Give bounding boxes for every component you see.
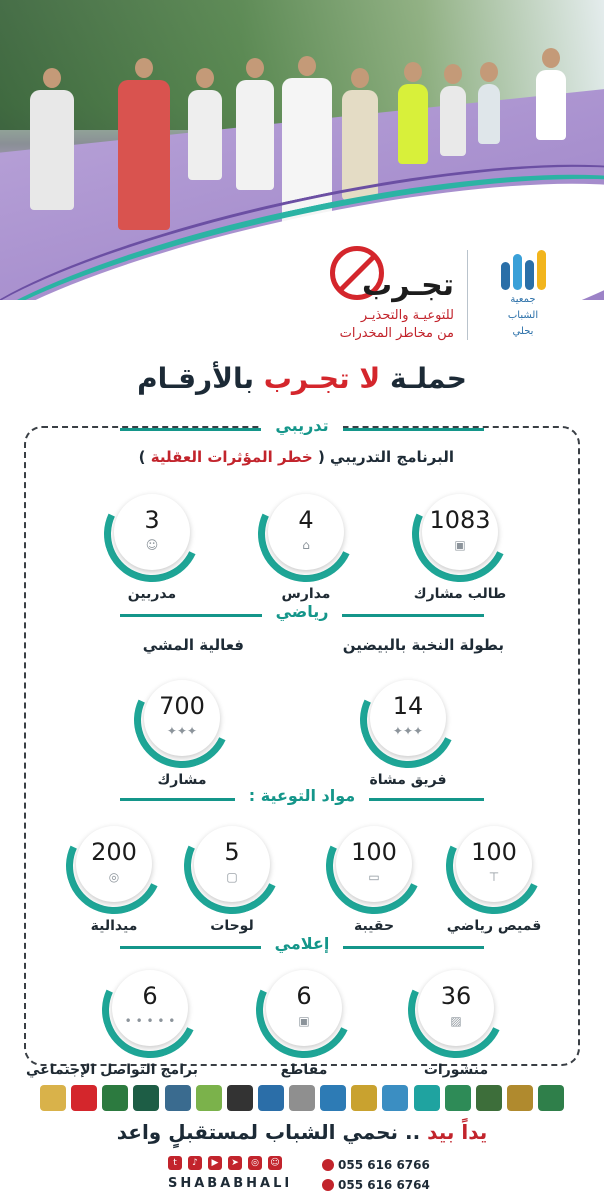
- walker-figure: [118, 80, 170, 230]
- section-heading-sports: رياضي: [0, 602, 604, 621]
- sponsor-logo: [196, 1085, 222, 1111]
- instagram-icon[interactable]: ◎: [248, 1156, 262, 1170]
- sports-event-elite: بطولة النخبة بالبيضين: [342, 636, 504, 654]
- campaign-subtitle-line1: للتوعيـة والتحذيـر: [360, 308, 454, 323]
- stat-label: ميدالية: [90, 918, 138, 934]
- telegram-icon[interactable]: ➤: [228, 1156, 242, 1170]
- stat-bags: [326, 818, 422, 934]
- stat-value: 100: [351, 838, 397, 866]
- walker-figure: [478, 84, 500, 144]
- stat-schools: [258, 486, 354, 602]
- campaign-logo: [304, 246, 454, 356]
- image-icon: ▨: [450, 1014, 462, 1028]
- sponsor-logo: [320, 1085, 346, 1111]
- organization-logo-mark: [478, 248, 568, 290]
- sponsor-logo: [71, 1085, 97, 1111]
- sponsor-logo: [133, 1085, 159, 1111]
- organization-logo: [478, 248, 568, 348]
- page-title: [0, 362, 604, 395]
- walker-figure: [30, 90, 74, 210]
- stat-label: مشارك: [157, 772, 207, 788]
- trainer-icon: ☺: [145, 538, 159, 552]
- student-icon: ▣: [454, 538, 466, 552]
- walker-figure: [536, 70, 566, 140]
- whatsapp-icon: [322, 1179, 334, 1191]
- video-icon: ▣: [298, 1014, 310, 1028]
- sponsor-logo: [289, 1085, 315, 1111]
- stat-walking-teams: [360, 672, 456, 788]
- stat-label: لوحات: [210, 918, 254, 934]
- sponsor-logo: [165, 1085, 191, 1111]
- page-title-part3: بالأرقـام: [137, 362, 264, 395]
- social-icon: • • • • •: [124, 1014, 176, 1028]
- tiktok-icon[interactable]: ♪: [188, 1156, 202, 1170]
- sponsor-logo: [40, 1085, 66, 1111]
- stat-label: مدارس: [281, 586, 331, 602]
- walker-figure: [398, 84, 428, 164]
- section-heading-training: تدريبي: [0, 416, 604, 435]
- social-handle[interactable]: SHABABHALI: [168, 1176, 293, 1191]
- bag-icon: ▭: [368, 870, 380, 884]
- stat-label: قميص رياضي: [446, 918, 542, 934]
- stat-value: 36: [440, 982, 472, 1010]
- whatsapp-icon: [322, 1159, 334, 1171]
- stat-value: 1083: [429, 506, 491, 534]
- slogan: يداً بيد .. نحمي الشباب لمستقبلٍ واعد: [116, 1120, 488, 1144]
- stat-label: برامج التواصل الإجتماعي: [25, 1062, 198, 1078]
- sponsor-logos: [40, 1080, 564, 1116]
- stat-students: [412, 486, 508, 602]
- stat-medals: [66, 818, 162, 934]
- stat-label: حقيبة: [353, 918, 395, 934]
- walkers-icon: ✦✦✦: [166, 724, 198, 738]
- campaign-title: تجـرب: [362, 268, 454, 303]
- section-heading-media: إعلامي: [0, 934, 604, 953]
- stat-value: 3: [144, 506, 160, 534]
- organization-name-line2: الشباب: [507, 310, 539, 321]
- phone-number-2[interactable]: 055 616 6764: [322, 1178, 430, 1192]
- organization-name-line1: جمعية: [510, 294, 536, 305]
- stat-shirts: [446, 818, 542, 934]
- sponsor-logo: [538, 1085, 564, 1111]
- stat-label: فريق مشاة: [369, 772, 447, 788]
- stat-value: 6: [142, 982, 158, 1010]
- sponsor-logo: [445, 1085, 471, 1111]
- stat-value: 6: [296, 982, 312, 1010]
- organization-name-line3: بحلي: [512, 326, 534, 337]
- sponsor-logo: [476, 1085, 502, 1111]
- stat-label: مقاطع: [280, 1062, 328, 1078]
- stat-label: طالب مشارك: [413, 586, 507, 602]
- stat-value: 200: [91, 838, 137, 866]
- sponsor-logo: [414, 1085, 440, 1111]
- section-heading-awareness: مواد التوعية :: [0, 786, 604, 805]
- sponsor-logo: [382, 1085, 408, 1111]
- snapchat-icon[interactable]: ☺: [268, 1156, 282, 1170]
- page-title-part1: حملـة: [380, 362, 467, 395]
- sports-event-walk: فعالية المشي: [142, 636, 244, 654]
- team-icon: ✦✦✦: [392, 724, 424, 738]
- sponsor-logo: [351, 1085, 377, 1111]
- campaign-subtitle-line2: من مخاطر المخدرات: [339, 326, 454, 341]
- phone-number-1[interactable]: 055 616 6766: [322, 1158, 430, 1172]
- sponsor-logo: [258, 1085, 284, 1111]
- sponsor-logo: [227, 1085, 253, 1111]
- stat-posts: [408, 962, 504, 1078]
- walker-figure: [188, 90, 222, 180]
- stat-value: 5: [224, 838, 240, 866]
- school-icon: ⌂: [302, 538, 310, 552]
- stat-value: 700: [159, 692, 205, 720]
- stat-label: منشورات: [423, 1062, 489, 1078]
- stat-trainers: [104, 486, 200, 602]
- sponsor-logo: [507, 1085, 533, 1111]
- page-title-highlight: لا تجـرب: [263, 362, 381, 395]
- stat-label: مدربين: [127, 586, 177, 602]
- walker-figure: [440, 86, 466, 156]
- twitter-icon[interactable]: t: [168, 1156, 182, 1170]
- stat-value: 4: [298, 506, 314, 534]
- shirt-icon: ⊤: [488, 870, 500, 884]
- youtube-icon[interactable]: ▶: [208, 1156, 222, 1170]
- walker-figure: [236, 80, 274, 190]
- stat-value: 14: [392, 692, 424, 720]
- board-icon: ▢: [226, 870, 238, 884]
- stat-walk-participants: [134, 672, 230, 788]
- stat-clips: [256, 962, 352, 1078]
- logo-divider: [467, 250, 468, 340]
- stat-boards: [184, 818, 280, 934]
- training-program-title: البرنامج التدريبي ( خطر المؤثرات العقلية ): [138, 448, 454, 466]
- stat-social-programs: [25, 962, 198, 1078]
- stat-value: 100: [471, 838, 517, 866]
- medal-icon: ◎: [108, 870, 120, 884]
- social-icons: [168, 1156, 282, 1174]
- sponsor-logo: [102, 1085, 128, 1111]
